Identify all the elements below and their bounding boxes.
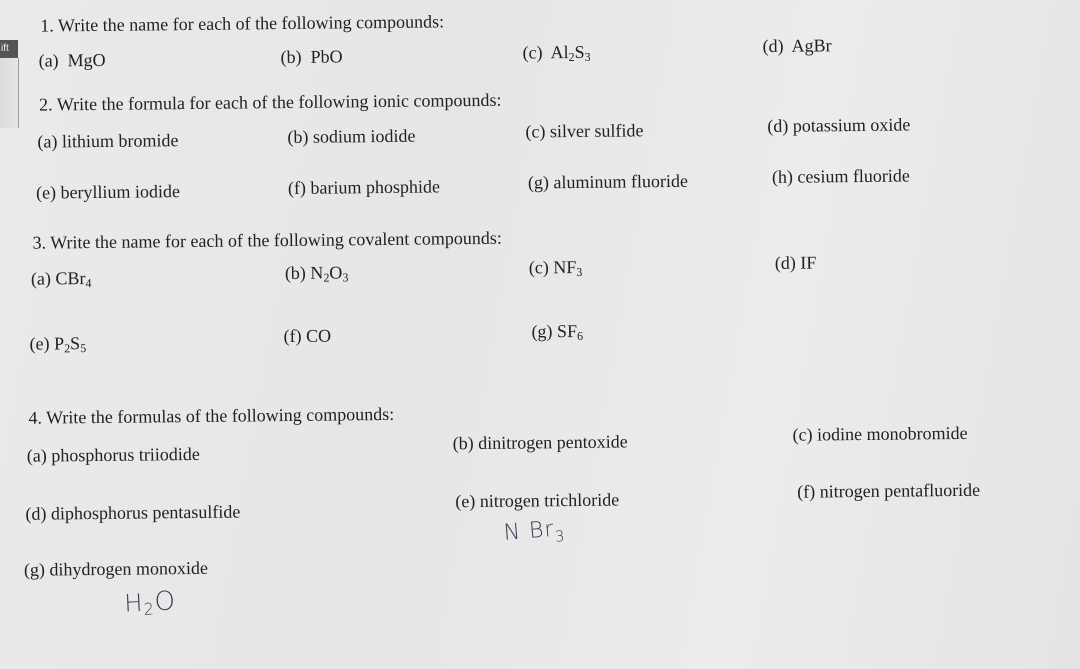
compound-name: nitrogen trichloride <box>479 489 620 512</box>
item-label: (d) <box>767 115 789 136</box>
q2-item-d <box>767 115 910 134</box>
q4-item-c <box>793 424 968 444</box>
q4-item-f <box>797 481 980 501</box>
q4-item-a <box>27 445 200 465</box>
item-label: (a) <box>30 268 52 289</box>
formula: AgBr <box>791 35 832 56</box>
compound-name: potassium oxide <box>792 114 911 136</box>
formula: $P_2S_5$ <box>53 333 87 356</box>
item-label: (c) <box>792 424 813 445</box>
compound-name: silver sulfide <box>549 120 644 142</box>
q2-item-c <box>525 121 643 140</box>
item-label: (b) <box>452 433 474 454</box>
item-label: (a) <box>26 445 47 466</box>
q4-item-g <box>24 559 208 579</box>
q3-heading: 3. Write the name for each of the following covalent compounds: <box>32 227 502 253</box>
formula: $N_2O_3$ <box>310 262 349 285</box>
q3-item-a <box>30 268 92 291</box>
formula: $SF_6$ <box>556 320 584 343</box>
formula: CBr$_4$ <box>55 268 92 291</box>
q1-item-b <box>281 47 343 66</box>
item-label: (a) <box>38 50 59 71</box>
compound-name: sodium iodide <box>312 125 416 147</box>
q1-item-d <box>762 36 831 55</box>
q2-item-g <box>528 172 688 192</box>
q2-item-h <box>772 166 910 185</box>
compound-name: iodine monobromide <box>816 422 968 445</box>
q2-item-f <box>288 177 440 197</box>
item-label: (g) <box>527 172 550 193</box>
compound-name: diphosphorus pentasulfide <box>50 501 241 524</box>
formula: MgO <box>67 49 106 71</box>
item-label: (d) <box>762 35 784 57</box>
item-label: (h) <box>771 166 793 187</box>
item-label: (b) <box>284 262 306 284</box>
formula: IF <box>800 252 817 273</box>
q3-item-e <box>29 333 87 356</box>
compound-name: phosphorus triiodide <box>51 443 200 466</box>
q3-item-b <box>284 262 349 285</box>
q2-item-a <box>37 131 178 150</box>
q3-item-c <box>529 258 583 277</box>
item-label: (g) <box>531 321 553 342</box>
handwritten-answer-g: $H_2O$ <box>123 586 177 619</box>
formula: CO <box>305 325 332 346</box>
item-label: (a) <box>37 131 58 152</box>
item-label: (b) <box>280 46 302 68</box>
compound-name: dinitrogen pentoxide <box>478 431 628 454</box>
q2-item-b <box>287 127 415 146</box>
compound-name: nitrogen pentafluoride <box>819 479 981 502</box>
q3-item-d <box>775 253 817 271</box>
window-edge-tab[interactable]: ift <box>0 40 18 58</box>
item-label: (e) <box>455 491 476 512</box>
q4-item-b <box>453 432 628 452</box>
item-label: (d) <box>25 503 47 524</box>
item-label: (g) <box>23 559 46 580</box>
item-label: (c) <box>525 121 546 142</box>
item-label: (c) <box>522 42 543 63</box>
compound-name: cesium fluoride <box>797 165 910 187</box>
handwritten-answer-e: N $Br_3$ <box>502 516 567 546</box>
compound-name: beryllium iodide <box>60 181 181 203</box>
q1-item-c <box>522 41 591 65</box>
compound-name: lithium bromide <box>61 130 179 152</box>
q1-heading: 1. Write the name for each of the following compounds: <box>40 11 445 36</box>
item-label: (e) <box>29 333 50 354</box>
q4-item-e <box>455 491 619 511</box>
formula: $Al_2S_3$ <box>550 41 591 65</box>
q4-item-d <box>25 503 240 523</box>
item-label: (f) <box>797 481 816 502</box>
q3-item-g <box>531 322 583 341</box>
q2-heading: 2. Write the formula for each of the following ionic compounds: <box>38 89 502 115</box>
q3-item-f <box>283 327 331 345</box>
formula: PbO <box>310 46 343 67</box>
formula: $NF_3$ <box>553 256 583 279</box>
compound-name: aluminum fluoride <box>553 170 689 193</box>
item-label: (f) <box>283 325 302 347</box>
item-label: (c) <box>528 257 549 278</box>
item-label: (f) <box>287 177 307 198</box>
q4-heading: 4. Write the formulas of the following compounds: <box>28 403 395 428</box>
item-label: (e) <box>35 182 57 203</box>
item-label: (d) <box>774 252 796 273</box>
q2-item-e <box>36 182 180 202</box>
compound-name: barium phosphide <box>310 176 441 198</box>
item-label: (b) <box>287 126 309 147</box>
compound-name: dihydrogen monoxide <box>49 557 209 580</box>
q1-item-a <box>39 51 106 70</box>
